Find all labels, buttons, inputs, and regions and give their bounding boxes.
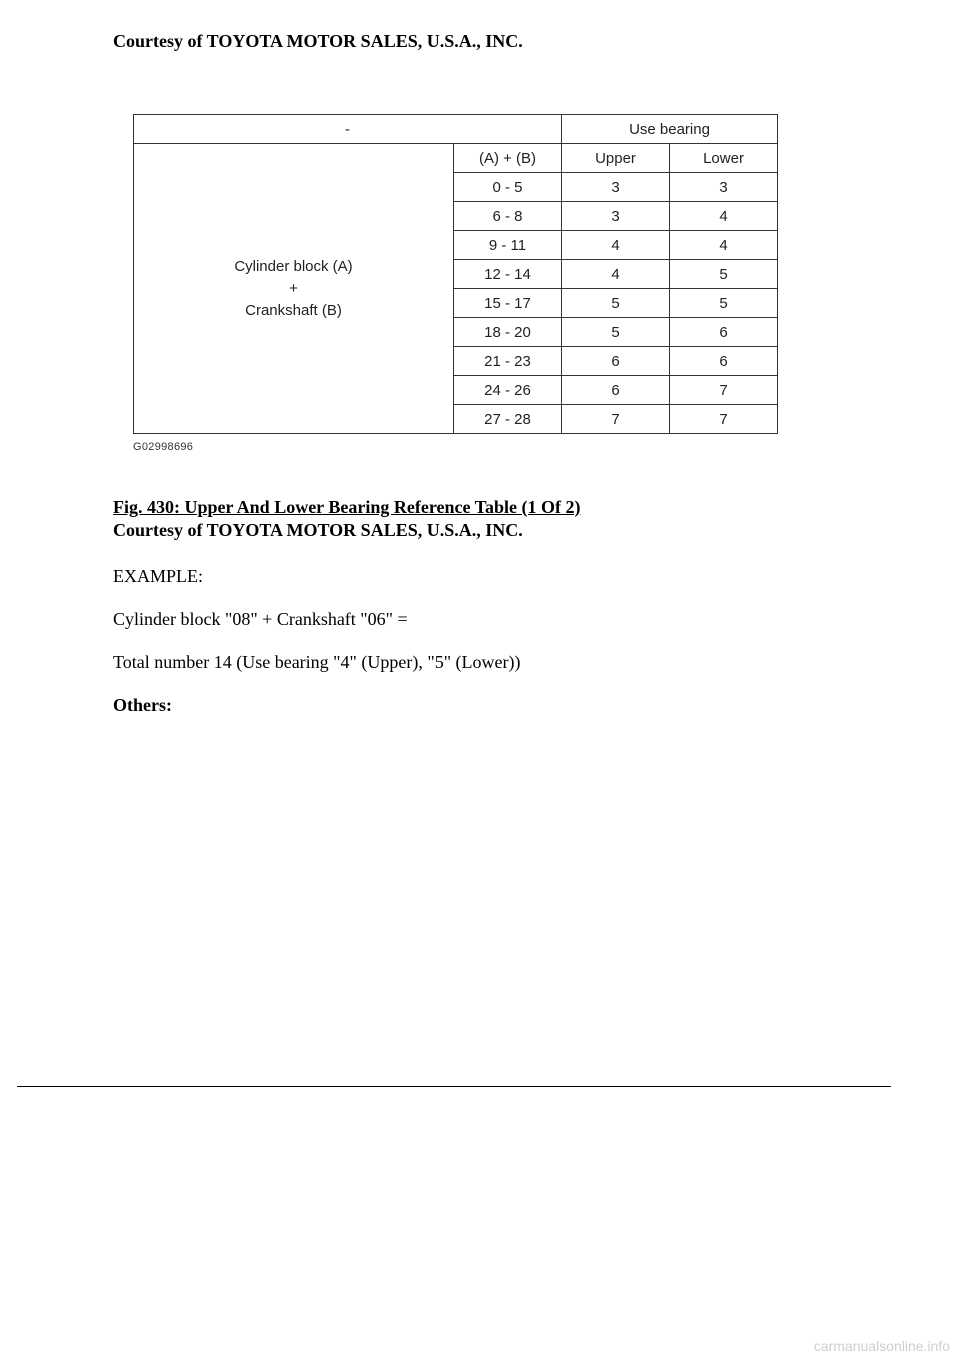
table-row xyxy=(134,144,778,173)
cell-range: 15 - 17 xyxy=(454,289,562,318)
cell-lower: 6 xyxy=(670,347,778,376)
cell-lower: 7 xyxy=(670,376,778,405)
cell-lower: 5 xyxy=(670,289,778,318)
cell-lower: 5 xyxy=(670,260,778,289)
example-line-2: Total number 14 (Use bearing "4" (Upper), "5" (Lower)) xyxy=(113,652,521,672)
column-header-lower: Lower xyxy=(670,144,778,173)
example-line-1: Cylinder block "08" + Crankshaft "06" = xyxy=(113,609,408,629)
column-header-sum: (A) + (B) xyxy=(454,144,562,173)
row-label-cell xyxy=(134,144,454,434)
figure-id-label: G02998696 xyxy=(133,441,194,453)
cell-range: 24 - 26 xyxy=(454,376,562,405)
cell-range: 21 - 23 xyxy=(454,347,562,376)
cell-range: 0 - 5 xyxy=(454,173,562,202)
courtesy-line-bottom: Courtesy of TOYOTA MOTOR SALES, U.S.A., INC. xyxy=(113,520,523,540)
cell-upper: 7 xyxy=(562,405,670,434)
cell-range: 27 - 28 xyxy=(454,405,562,434)
cell-upper: 4 xyxy=(562,260,670,289)
cell-lower: 6 xyxy=(670,318,778,347)
example-label: EXAMPLE: xyxy=(113,566,203,586)
cell-range: 12 - 14 xyxy=(454,260,562,289)
cell-upper: 5 xyxy=(562,289,670,318)
cell-upper: 3 xyxy=(562,173,670,202)
others-label: Others: xyxy=(113,695,172,715)
footer-divider xyxy=(17,1086,891,1087)
header-left-cell: - xyxy=(134,115,562,144)
cell-upper: 6 xyxy=(562,376,670,405)
cell-upper: 5 xyxy=(562,318,670,347)
label-crankshaft: Crankshaft (B) xyxy=(245,301,342,319)
cell-upper: 4 xyxy=(562,231,670,260)
cell-upper: 3 xyxy=(562,202,670,231)
column-header-upper: Upper xyxy=(562,144,670,173)
courtesy-line-top: Courtesy of TOYOTA MOTOR SALES, U.S.A., INC. xyxy=(113,31,523,51)
cell-lower: 4 xyxy=(670,202,778,231)
cell-lower: 3 xyxy=(670,173,778,202)
bearing-reference-table xyxy=(133,114,778,434)
label-cylinder-block: Cylinder block (A) xyxy=(234,257,353,275)
cell-range: 9 - 11 xyxy=(454,231,562,260)
cell-lower: 4 xyxy=(670,231,778,260)
figure-caption-link[interactable]: Fig. 430: Upper And Lower Bearing Reference Table (1 Of 2) xyxy=(113,497,581,517)
label-plus: + xyxy=(289,279,298,297)
bearing-reference-figure xyxy=(133,114,777,428)
header-use-bearing-cell: Use bearing xyxy=(562,115,778,144)
cell-range: 6 - 8 xyxy=(454,202,562,231)
cell-lower: 7 xyxy=(670,405,778,434)
watermark: carmanualsonline.info xyxy=(813,1338,950,1354)
cell-range: 18 - 20 xyxy=(454,318,562,347)
table-header-row xyxy=(134,115,778,144)
cell-upper: 6 xyxy=(562,347,670,376)
